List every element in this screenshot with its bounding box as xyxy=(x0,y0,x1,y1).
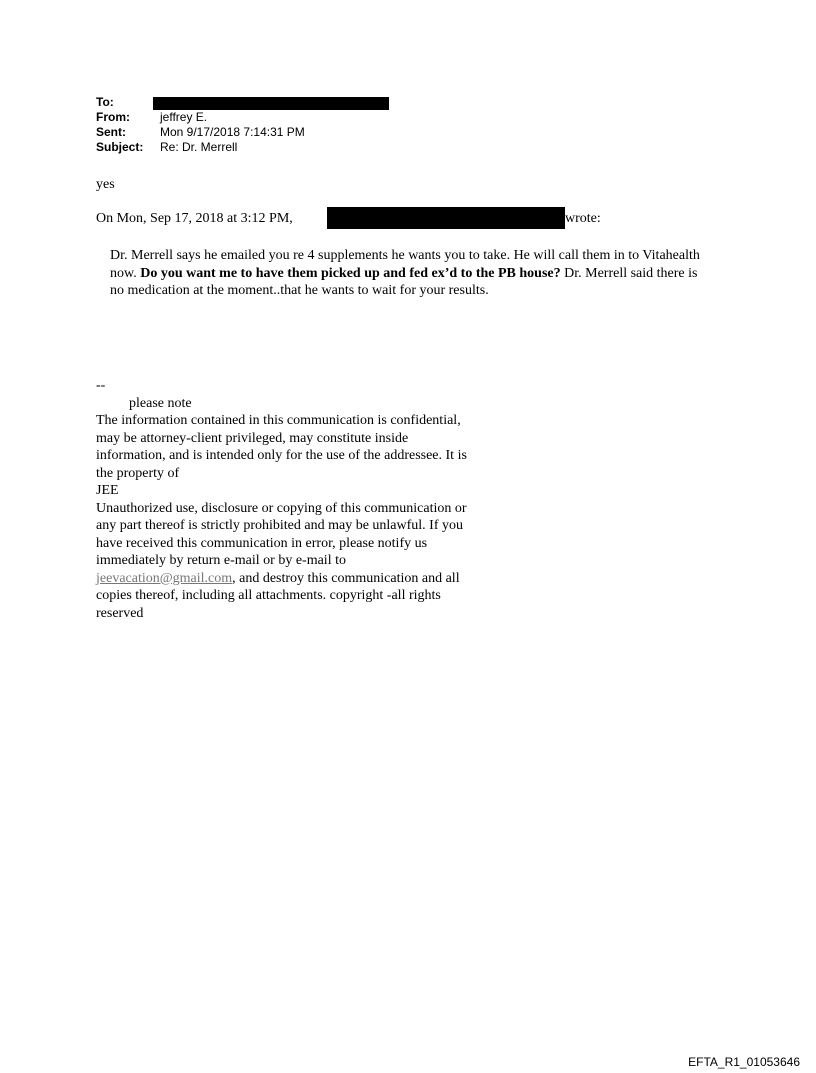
email-link[interactable]: jeevacation@gmail.com xyxy=(96,570,233,586)
subject-row xyxy=(96,140,305,155)
redacted-sender xyxy=(327,207,565,229)
confidentiality-notice: The information contained in this communication is confidential, may be attorney-client privileged, may constitute inside information, and is intended only for the use of the addressee. It is the property of xyxy=(96,413,467,481)
from-row xyxy=(96,110,305,125)
sent-label: Sent: xyxy=(96,125,126,139)
quote-attribution-suffix: wrote: xyxy=(565,211,601,226)
subject-label: Subject: xyxy=(96,140,144,154)
reply-text: yes xyxy=(96,177,115,192)
notice-text-start: Unauthorized use, disclosure or copying of this communication or any part thereof is strictly prohibited and may be unlawful. If you have received this communication in error, please notify us immediately by return e-mail or by e-mail to xyxy=(96,500,467,568)
quote-attribution: On Mon, Sep 17, 2018 at 3:12 PM, xyxy=(96,211,293,226)
quoted-text-part2: Dr. Merrell said there is no medication at the moment..that he wants to wait for your results. xyxy=(110,265,698,298)
from-label: From: xyxy=(96,110,130,124)
sent-row xyxy=(96,125,305,140)
signature-separator: -- xyxy=(96,378,106,393)
document-id: EFTA_R1_01053646 xyxy=(688,1055,800,1069)
from-value: jeffrey E. xyxy=(160,110,208,124)
redacted-recipient xyxy=(153,97,389,110)
owner-text: JEE xyxy=(96,483,119,498)
sent-value: Mon 9/17/2018 7:14:31 PM xyxy=(160,125,305,139)
to-label: To: xyxy=(96,95,114,109)
notice-text-end: , and destroy this communication and all copies thereof, including all attachments. copyright -all rights reserved xyxy=(96,570,460,621)
quoted-message xyxy=(110,247,710,300)
quoted-text-bold: Do you want me to have them picked up and fed ex’d to the PB house? xyxy=(140,265,561,281)
quoted-text-part1: Dr. Merrell says he emailed you re 4 supplements he wants you to take. He will call them in to Vitahealth now. xyxy=(110,248,700,281)
unauthorized-use-notice xyxy=(96,500,476,623)
subject-value: Re: Dr. Merrell xyxy=(160,140,238,154)
please-note-text: please note xyxy=(129,395,192,411)
email-signature xyxy=(96,377,476,622)
